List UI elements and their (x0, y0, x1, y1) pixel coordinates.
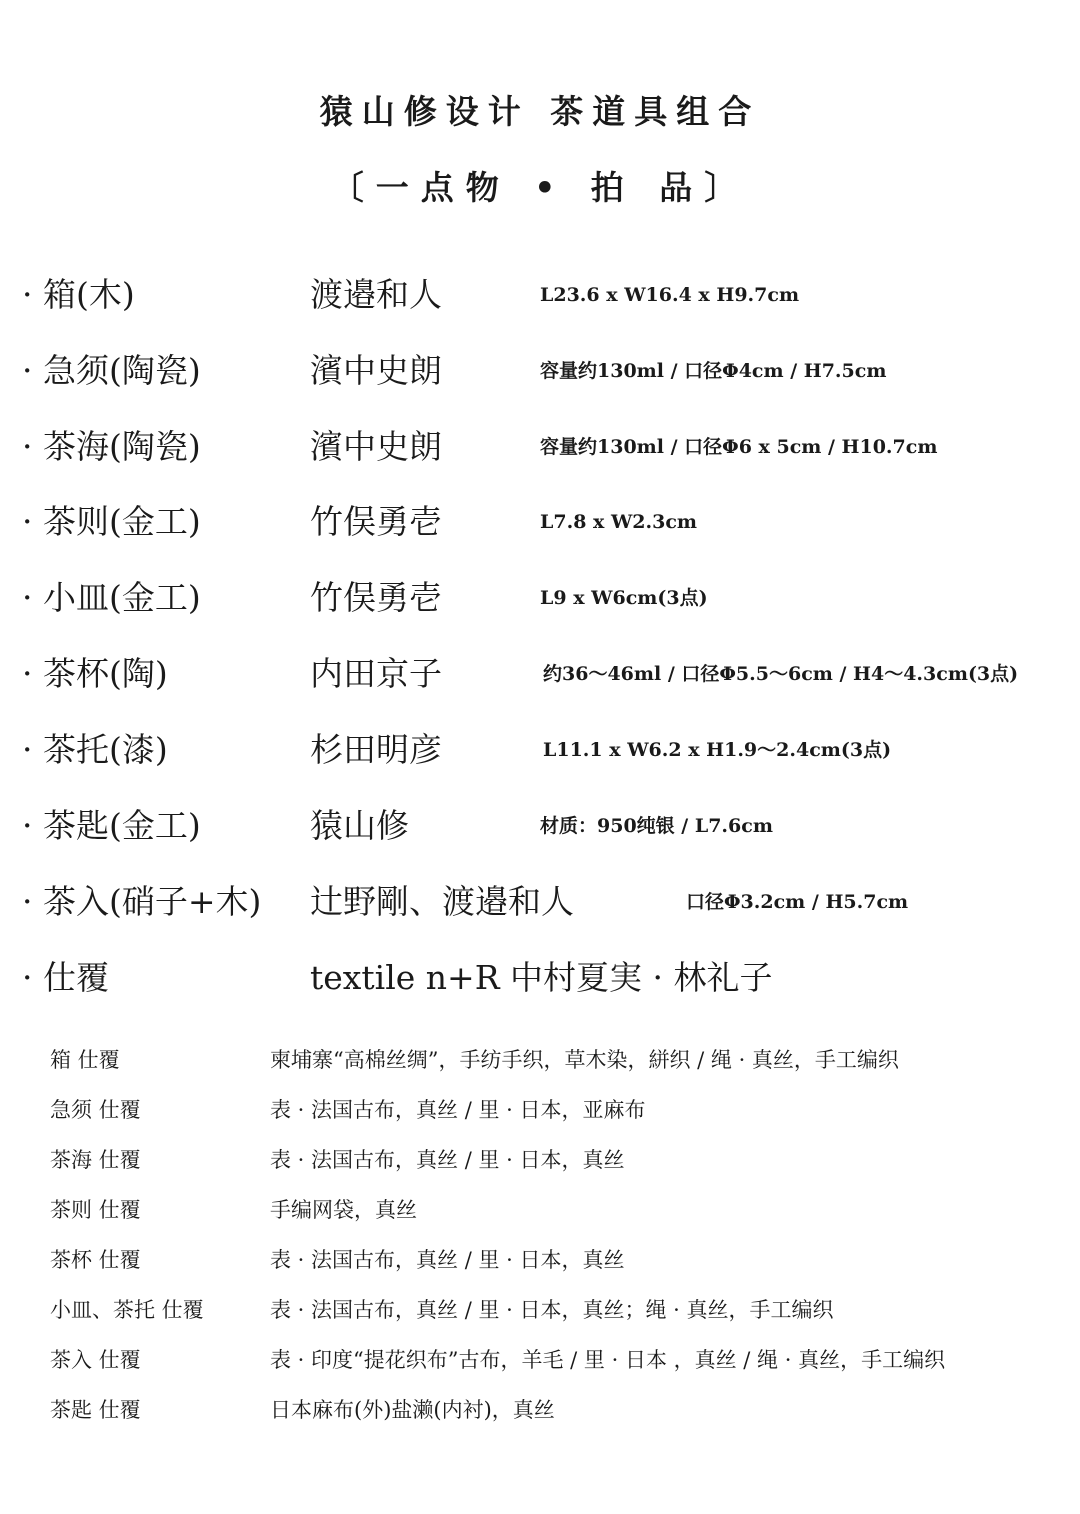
list-item (22, 573, 1080, 623)
item-maker: 濱中史朗 (310, 427, 442, 466)
cover-row (50, 1293, 1080, 1327)
item-spec: L9 x W6cm(3点) (540, 587, 708, 609)
cover-desc: 表 · 印度“提花织布”古布，羊毛 / 里 · 日本 ，真丝 / 绳 · 真丝，手工编织 (270, 1348, 946, 1372)
cover-row (50, 1393, 1080, 1427)
item-maker: 内田京子 (310, 654, 442, 693)
item-maker: 辻野剛、渡邉和人 (310, 882, 574, 921)
item-name: · 茶杯(陶) (22, 654, 168, 693)
cover-row (50, 1193, 1080, 1227)
cover-desc: 日本麻布(外)盐濑(内衬)，真丝 (270, 1398, 555, 1422)
cover-name: 箱 仕覆 (50, 1048, 120, 1072)
item-name: · 急须(陶瓷) (22, 351, 201, 390)
item-maker: 竹俣勇壱 (310, 502, 442, 541)
cover-name: 茶则 仕覆 (50, 1198, 141, 1222)
cover-desc: 表 · 法国古布，真丝 / 里 · 日本，真丝 (270, 1248, 625, 1272)
cover-desc: 手编网袋，真丝 (270, 1198, 417, 1222)
page-title: 猿山修设计 茶道具组合 (319, 92, 761, 131)
list-item (22, 497, 1080, 547)
item-spec: 容量约130ml / 口径Φ4cm / H7.5cm (540, 360, 887, 382)
item-name: · 仕覆 (22, 958, 109, 997)
item-spec: L23.6 x W16.4 x H9.7cm (540, 284, 800, 306)
cover-desc: 表 · 法国古布，真丝 / 里 · 日本，亚麻布 (270, 1098, 646, 1122)
list-item (22, 346, 1080, 396)
cover-name: 茶匙 仕覆 (50, 1398, 141, 1422)
item-spec: 容量约130ml / 口径Φ6 x 5cm / H10.7cm (540, 436, 938, 458)
item-maker: 猿山修 (310, 806, 409, 845)
list-item (22, 422, 1080, 472)
cover-row (50, 1343, 1080, 1377)
list-item (22, 270, 1080, 320)
item-name: · 茶海(陶瓷) (22, 427, 201, 466)
list-item (22, 801, 1080, 851)
item-spec: 口径Φ3.2cm / H5.7cm (686, 891, 909, 913)
cover-name: 茶杯 仕覆 (50, 1248, 141, 1272)
cover-row (50, 1143, 1080, 1177)
item-spec: L11.1 x W6.2 x H1.9～2.4cm(3点) (543, 739, 892, 761)
cover-row (50, 1243, 1080, 1277)
item-name: · 茶托(漆) (22, 730, 168, 769)
item-maker: 杉田明彦 (310, 730, 442, 769)
list-item (22, 953, 1080, 1003)
item-spec: L7.8 x W2.3cm (540, 511, 698, 533)
list-item (22, 877, 1080, 927)
item-maker: textile n+R 中村夏実 · 林礼子 (310, 958, 773, 997)
cover-name: 急须 仕覆 (50, 1098, 141, 1122)
cover-name: 茶入 仕覆 (50, 1348, 141, 1372)
item-name: · 箱(木) (22, 275, 135, 314)
item-name: · 茶匙(金工) (22, 806, 201, 845)
item-maker: 竹俣勇壱 (310, 578, 442, 617)
item-name: · 小皿(金工) (22, 578, 201, 617)
cover-name: 小皿、茶托 仕覆 (50, 1298, 204, 1322)
item-maker: 渡邉和人 (310, 275, 442, 314)
page-subtitle: 〔一点物 • 拍 品〕 (330, 168, 750, 207)
cover-desc: 表 · 法国古布，真丝 / 里 · 日本，真丝；绳 · 真丝，手工编织 (270, 1298, 834, 1322)
list-item (22, 649, 1080, 699)
cover-desc: 柬埔寨“高棉丝绸”，手纺手织，草木染，絣织 / 绳 · 真丝，手工编织 (270, 1048, 899, 1072)
cover-desc: 表 · 法国古布，真丝 / 里 · 日本，真丝 (270, 1148, 625, 1172)
cover-row (50, 1043, 1080, 1077)
item-name: · 茶则(金工) (22, 502, 201, 541)
item-maker: 濱中史朗 (310, 351, 442, 390)
cover-row (50, 1093, 1080, 1127)
list-item (22, 725, 1080, 775)
cover-name: 茶海 仕覆 (50, 1148, 141, 1172)
item-spec: 材质：950纯银 / L7.6cm (540, 815, 773, 837)
item-name: · 茶入(硝子+木) (22, 882, 262, 921)
item-spec: 约36～46ml / 口径Φ5.5～6cm / H4～4.3cm(3点) (543, 663, 1019, 685)
